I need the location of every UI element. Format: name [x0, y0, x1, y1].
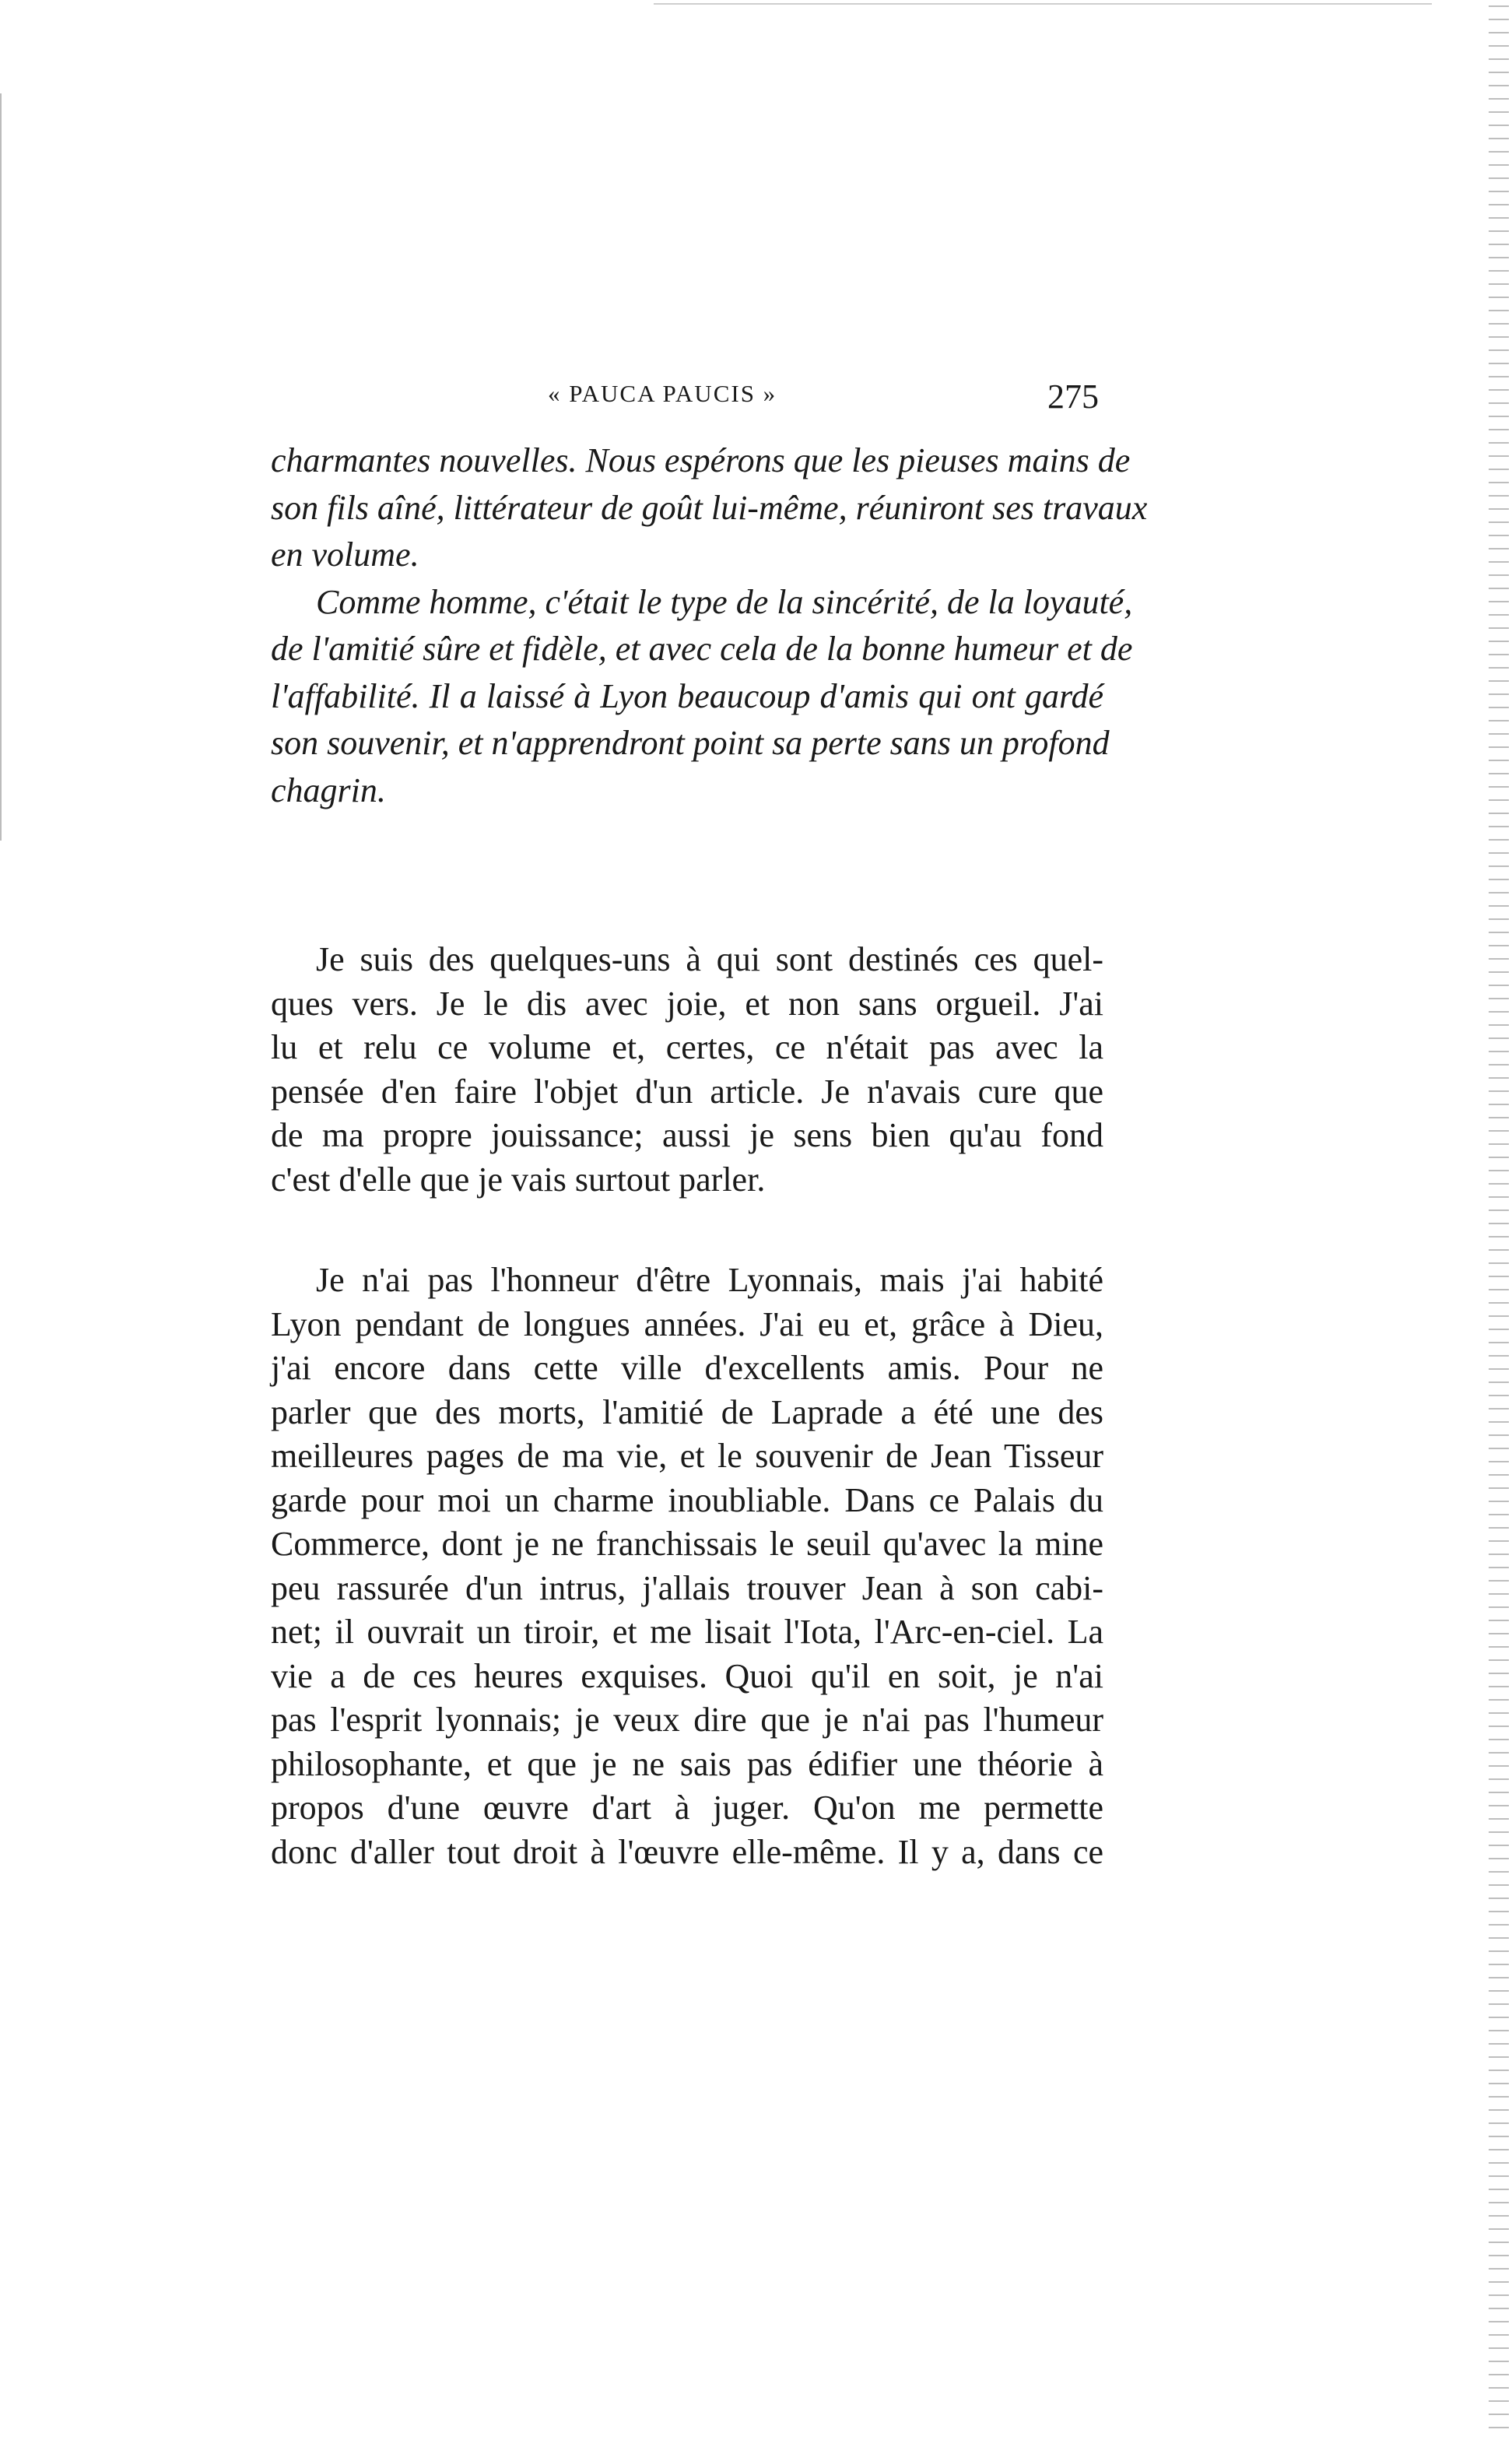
text-line: l'affabilité. Il a laissé à Lyon beaucoup d'amis qui ont gardé	[271, 676, 1103, 715]
scan-edge-top	[654, 3, 1432, 5]
text-line: peu rassurée d'un intrus, j'allais trouver Jean à son cabi-	[271, 1568, 1103, 1607]
text-line: Je n'ai pas l'honneur d'être Lyonnais, mais j'ai habité	[316, 1261, 1103, 1299]
text-line: de ma propre jouissance; aussi je sens bien qu'au fond	[271, 1116, 1103, 1154]
text-line: meilleures pages de ma vie, et le souvenir de Jean Tisseur	[271, 1437, 1103, 1475]
text-line: pensée d'en faire l'objet d'un article. Je n'avais cure que	[271, 1072, 1103, 1111]
text-line: charmantes nouvelles. Nous espérons que les pieuses mains de	[271, 441, 1131, 479]
text-line: donc d'aller tout droit à l'œuvre elle-même. Il y a, dans ce	[271, 1832, 1103, 1871]
text-line: Comme homme, c'était le type de la sincérité, de la loyauté,	[316, 582, 1133, 621]
page-number: 275	[1047, 377, 1099, 416]
text-line: propos d'une œuvre d'art à juger. Qu'on me permette	[271, 1789, 1103, 1827]
text-line: lu et relu ce volume et, certes, ce n'était pas avec la	[271, 1028, 1103, 1066]
text-line: chagrin.	[271, 771, 386, 809]
running-title: « PAUCA PAUCIS »	[548, 380, 777, 407]
text-line: ques vers. Je le dis avec joie, et non sans orgueil. J'ai	[271, 984, 1103, 1023]
paragraph	[271, 938, 1103, 1202]
obituary-paragraph-1	[271, 437, 1148, 579]
paragraph	[271, 1259, 1103, 1874]
text-line: Commerce, dont je ne franchissais le seuil qu'avec la mine	[271, 1525, 1103, 1563]
text-line: c'est d'elle que je vais surtout parler.	[271, 1160, 766, 1199]
scan-edge-left	[0, 93, 2, 841]
text-line: net; il ouvrait un tiroir, et me lisait l'Iota, l'Arc-en-ciel. La	[271, 1613, 1103, 1651]
text-line: en volume.	[271, 535, 419, 574]
obituary-paragraph-2	[271, 579, 1133, 815]
text-line: de l'amitié sûre et fidèle, et avec cela de la bonne humeur et de	[271, 630, 1133, 668]
text-line: son fils aîné, littérateur de goût lui-même, réuniront ses travaux	[271, 488, 1148, 527]
text-line: Lyon pendant de longues années. J'ai eu et, grâce à Dieu,	[271, 1304, 1103, 1343]
text-line: philosophante, et que je ne sais pas édifier une théorie à	[271, 1744, 1103, 1783]
text-line: Je suis des quelques-uns à qui sont destinés ces quel-	[316, 940, 1103, 978]
running-head	[271, 377, 1103, 423]
text-line: garde pour moi un charme inoubliable. Dans ce Palais du	[271, 1480, 1103, 1519]
text-line: son souvenir, et n'apprendront point sa perte sans un profond	[271, 724, 1110, 762]
review-paragraph-1	[271, 938, 1103, 1202]
obituary-block	[271, 437, 1148, 814]
text-line: pas l'esprit lyonnais; je veux dire que je n'ai pas l'humeur	[271, 1701, 1103, 1739]
text-line: parler que des morts, l'amitié de Laprade a été une des	[271, 1392, 1103, 1431]
scan-edge-right	[1489, 0, 1509, 2440]
review-paragraph-2	[271, 1259, 1103, 1874]
text-line: vie a de ces heures exquises. Quoi qu'il en soit, je n'ai	[271, 1656, 1103, 1695]
text-line: j'ai encore dans cette ville d'excellents amis. Pour ne	[271, 1349, 1103, 1387]
